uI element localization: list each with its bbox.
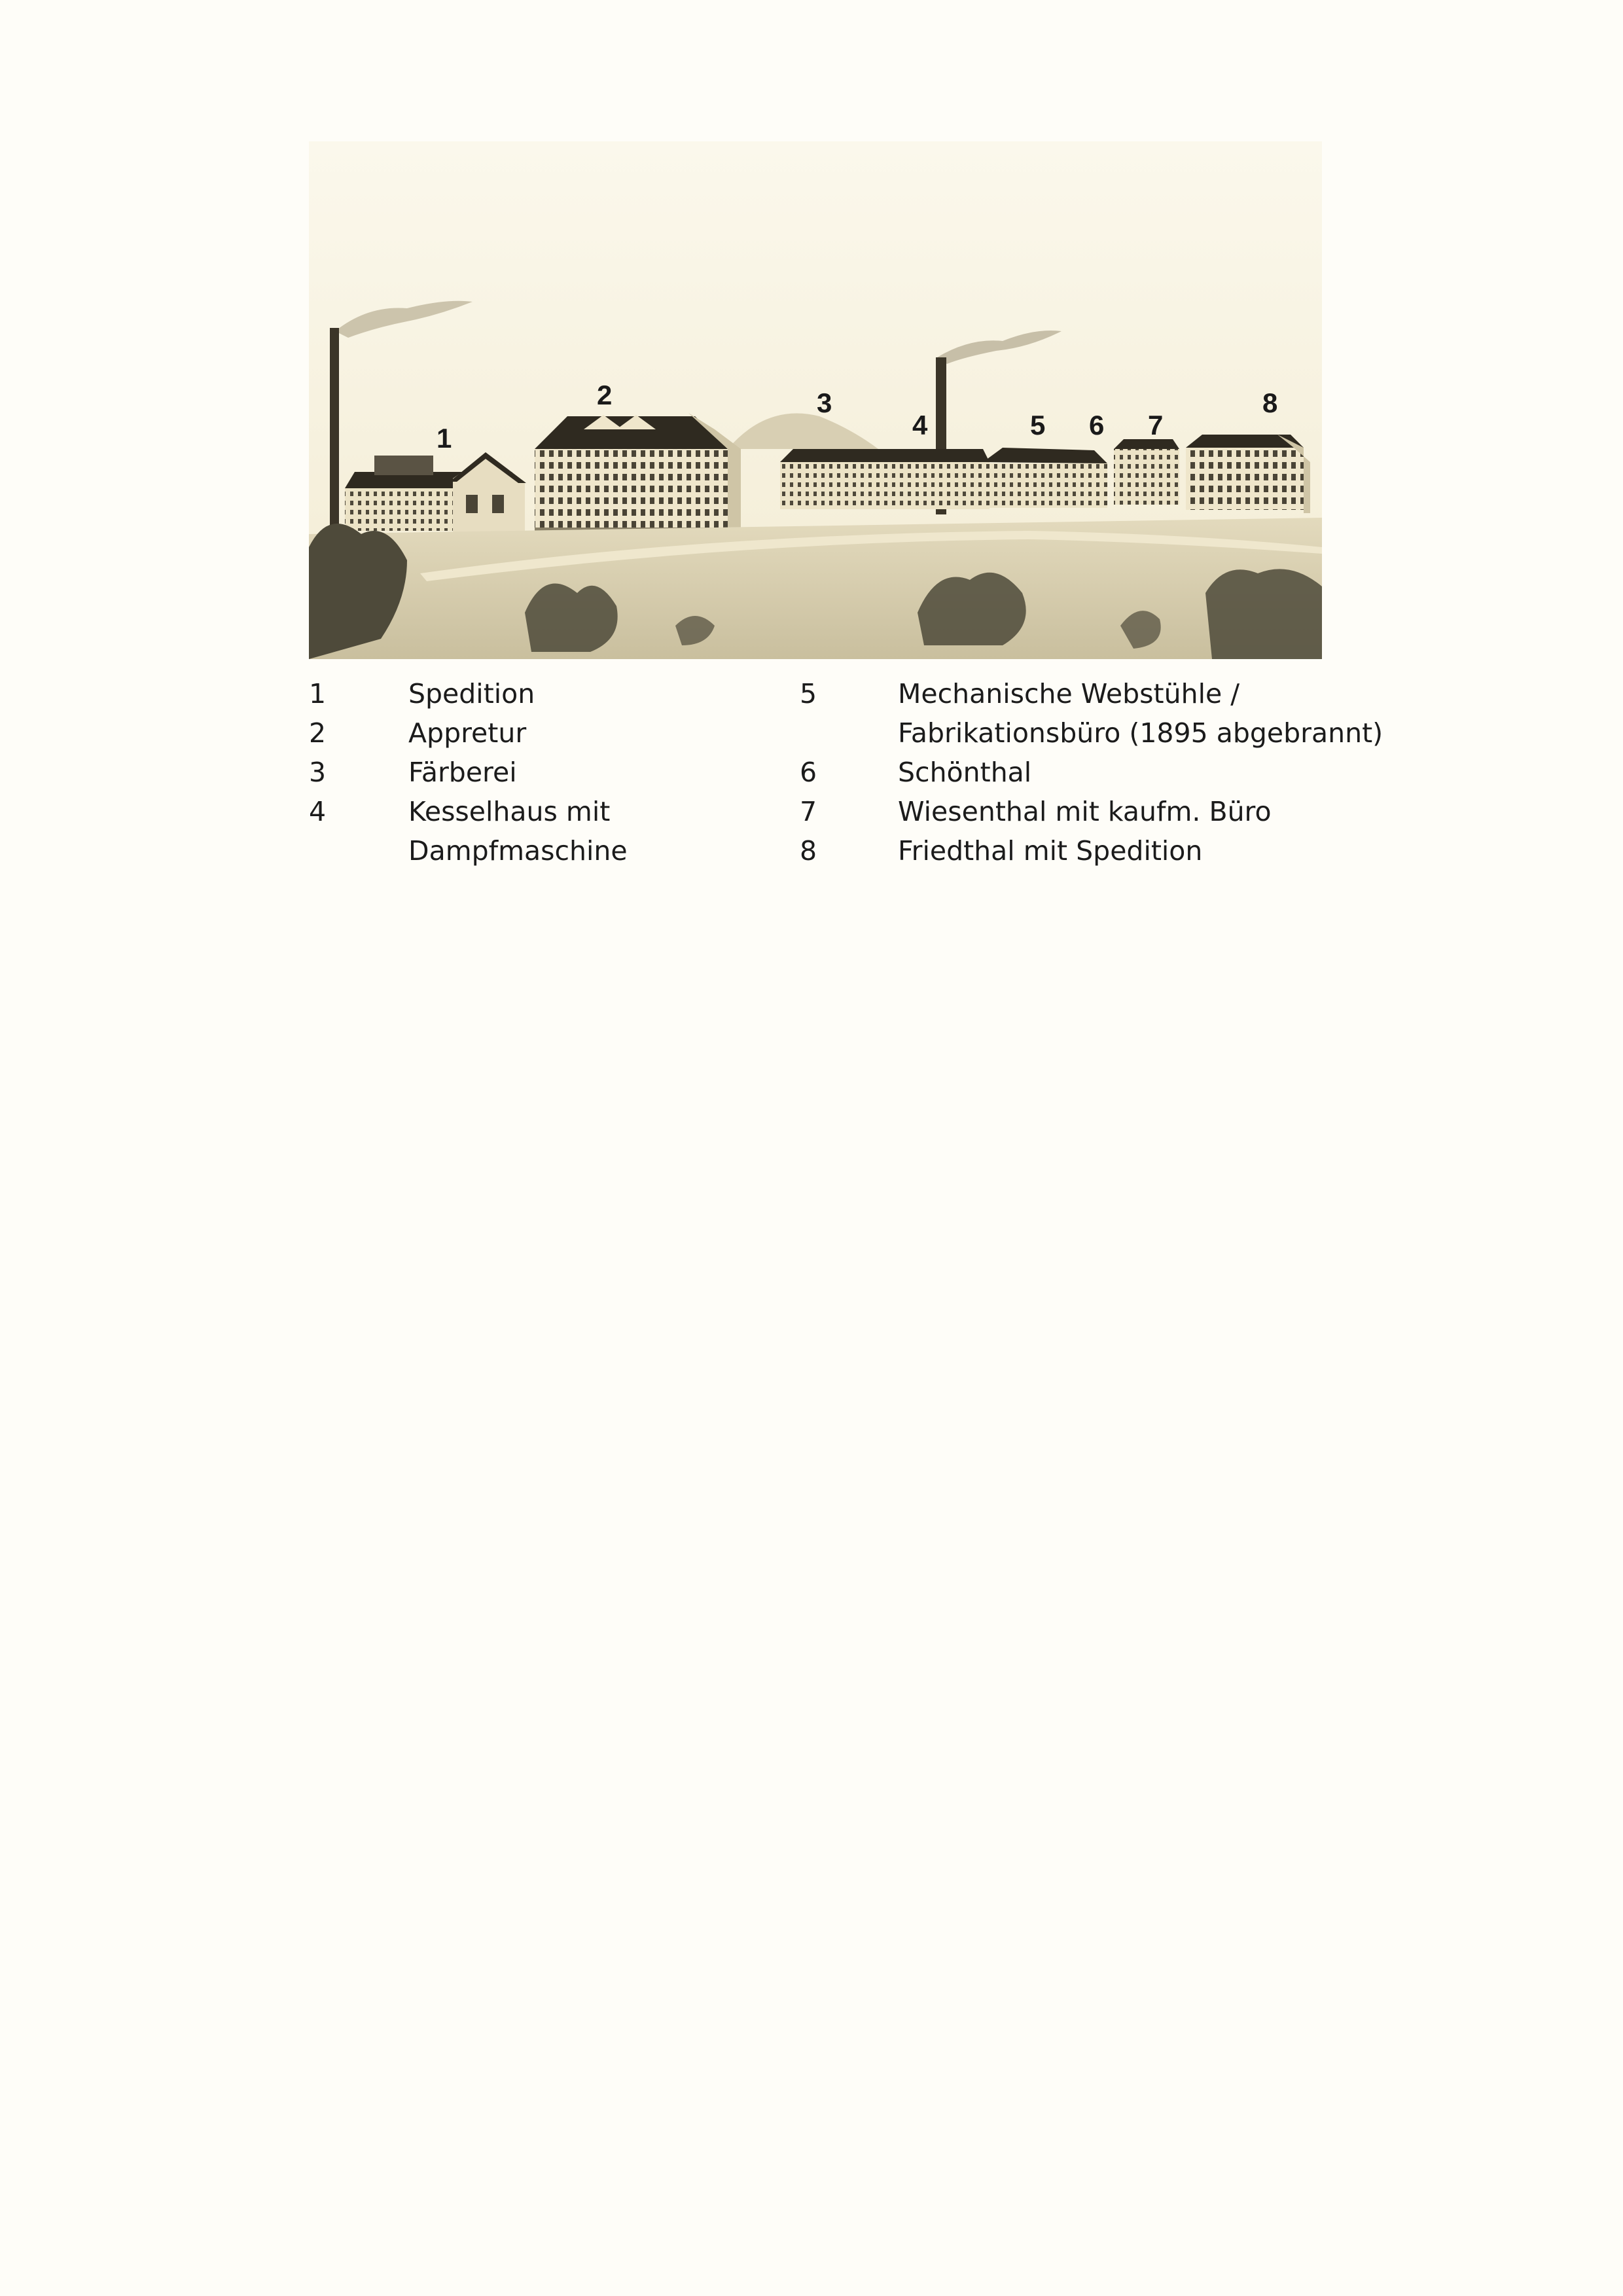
legend-number: 5 [800, 678, 817, 709]
marker-1: 1 [437, 423, 452, 454]
marker-2: 2 [597, 380, 613, 410]
chimney-left [330, 328, 339, 531]
building-3 [780, 449, 990, 509]
legend-number: 7 [800, 796, 817, 827]
legend-label: Mechanische Webstühle / [898, 678, 1240, 709]
legend-number: 8 [800, 835, 817, 867]
marker-4: 4 [912, 410, 928, 440]
marker-5: 5 [1030, 410, 1046, 440]
marker-8: 8 [1262, 387, 1278, 418]
legend-number: 3 [309, 757, 327, 788]
legend-label: Färberei [408, 757, 517, 788]
legend-label: Wiesenthal mit kaufm. Büro [898, 796, 1272, 827]
building-5 [983, 448, 1107, 508]
marker-3: 3 [817, 387, 832, 418]
legend-label: Dampfmaschine [408, 835, 628, 867]
legend-number: 4 [309, 796, 327, 827]
marker-6: 6 [1089, 410, 1105, 440]
building-8 [1186, 435, 1310, 513]
legend-label: Fabrikationsbüro (1895 abgebrannt) [898, 717, 1383, 749]
legend-number: 1 [309, 678, 327, 709]
legend-label: Friedthal mit Spedition [898, 835, 1203, 867]
legend-label: Schönthal [898, 757, 1032, 788]
legend [0, 674, 1623, 884]
factory-lithograph [309, 141, 1322, 659]
marker-7: 7 [1148, 410, 1164, 440]
legend-label: Appretur [408, 717, 527, 749]
building-7 [1114, 439, 1179, 505]
legend-label: Spedition [408, 678, 535, 709]
legend-number: 6 [800, 757, 817, 788]
legend-number: 2 [309, 717, 327, 749]
building-2 [535, 413, 741, 534]
legend-label: Kesselhaus mit [408, 796, 611, 827]
